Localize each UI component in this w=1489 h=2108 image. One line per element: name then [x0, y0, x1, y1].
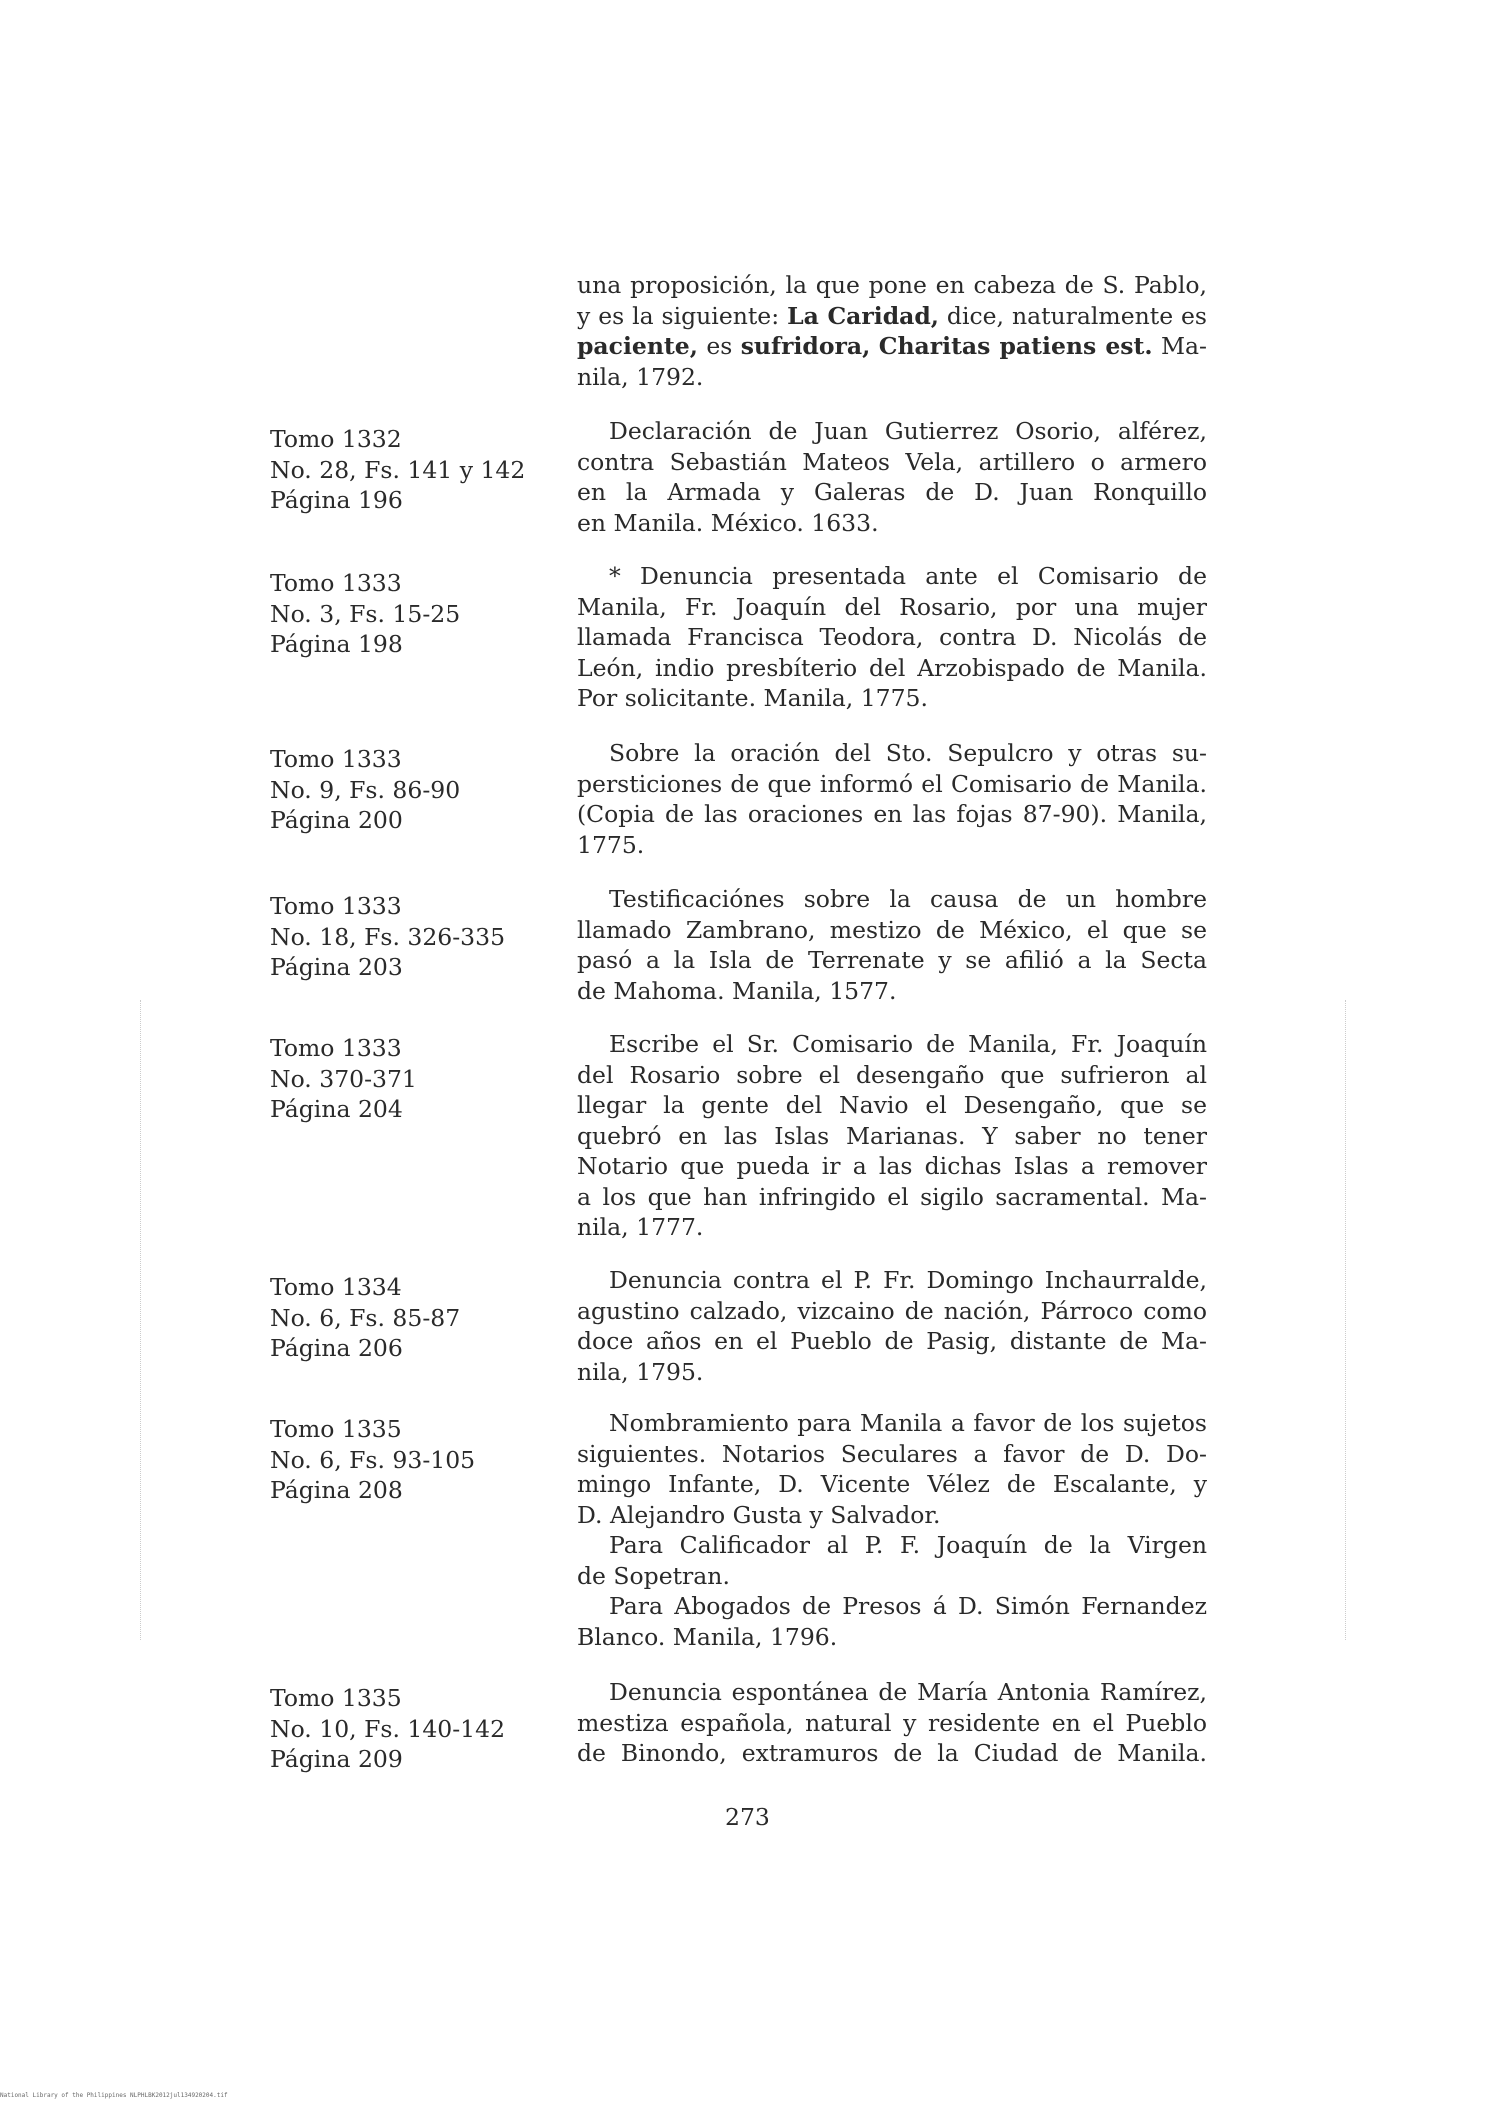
line: pasó a la Isla de Terrenate y se afilió a la Secta	[577, 946, 1207, 974]
line: Nombramiento para Manila a favor de los sujetos	[609, 1409, 1207, 1437]
ref-number: No. 3, Fs. 15-25	[270, 599, 461, 628]
ref-tomo: Tomo 1333	[270, 569, 402, 597]
reference-1	[270, 568, 550, 660]
line: a los que han infringido el sigilo sacramental. Ma-	[577, 1182, 1207, 1211]
ref-tomo: Tomo 1333	[270, 745, 402, 773]
bold-phrase: paciente,	[577, 332, 698, 360]
line: D. Alejandro Gusta y Salvador.	[577, 1500, 941, 1529]
paragraph-0	[577, 270, 1207, 392]
line: contra Sebastián Mateos Vela, artillero o armero	[577, 447, 1207, 476]
ref-number: No. 6, Fs. 85-87	[270, 1303, 461, 1332]
line: de Binondo, extramuros de la Ciudad de Manila.	[577, 1739, 1207, 1767]
ref-page: Página 203	[270, 953, 403, 981]
reference-6	[270, 1414, 550, 1506]
bold-phrase: La Caridad,	[787, 301, 939, 330]
line: del Rosario sobre el desengaño que sufrieron al	[577, 1060, 1207, 1089]
line: quebró en las Islas Marianas. Y saber no tener	[577, 1121, 1207, 1150]
bold-phrase: Charitas patiens est.	[878, 332, 1153, 360]
line: (Copia de las oraciones en las fojas 87-90). Manila,	[577, 800, 1207, 828]
ref-page: Página 208	[270, 1476, 403, 1504]
bold-phrase: sufridora,	[740, 332, 871, 360]
reference-4	[270, 1033, 550, 1125]
line: agustino calzado, vizcaino de nación, Párroco como	[577, 1296, 1207, 1325]
ref-tomo: Tomo 1335	[270, 1415, 402, 1443]
ref-tomo: Tomo 1332	[270, 425, 402, 453]
reference-0	[270, 424, 550, 516]
ref-page: Página 209	[270, 1745, 403, 1773]
ref-page: Página 196	[270, 486, 403, 514]
line: Testificaciónes sobre la causa de un hombre	[609, 885, 1207, 913]
line: una proposición, la que pone en cabeza de S. Pablo,	[577, 271, 1207, 299]
line: León, indio presbíterio del Arzobispado de Manila.	[577, 653, 1207, 682]
line-with-bold: y es la siguiente: La Caridad, dice, naturalmente es	[577, 301, 1207, 330]
paragraph-2	[577, 561, 1207, 714]
ref-number: No. 6, Fs. 93-105	[270, 1445, 476, 1474]
paragraph-8	[577, 1677, 1207, 1769]
ref-number: No. 370-371	[270, 1064, 417, 1093]
line: de Mahoma. Manila, 1577.	[577, 976, 897, 1005]
ref-tomo: Tomo 1333	[270, 892, 402, 920]
paragraph-5	[577, 1029, 1207, 1243]
scan-margin-dots	[1345, 1000, 1348, 1640]
line: llegar la gente del Navio el Desengaño, que se	[577, 1091, 1207, 1119]
line: Denuncia contra el P. Fr. Domingo Inchaurralde,	[609, 1266, 1207, 1294]
ref-number: No. 10, Fs. 140-142	[270, 1714, 506, 1743]
scan-footer: National Library of the Philippines NLPHLBK2012jul134920204.tif	[0, 2092, 228, 2099]
line: Blanco. Manila, 1796.	[577, 1622, 838, 1651]
line: doce años en el Pueblo de Pasig, distante de Ma-	[577, 1327, 1207, 1355]
line: mestiza española, natural y residente en el Pueblo	[577, 1708, 1207, 1737]
line: Para Calificador al P. F. Joaquín de la Virgen	[609, 1531, 1207, 1559]
line: persticiones de que informó el Comisario de Manila.	[577, 769, 1207, 798]
reference-2	[270, 744, 550, 836]
line: * Denuncia presentada ante el Comisario de	[609, 562, 1207, 590]
scan-margin-dots	[140, 1000, 143, 1640]
line-with-bold: paciente, es sufridora, Charitas patiens est. Ma-	[577, 332, 1207, 360]
ref-tomo: Tomo 1333	[270, 1034, 402, 1062]
line: en la Armada y Galeras de D. Juan Ronquillo	[577, 478, 1207, 506]
paragraph-6	[577, 1265, 1207, 1387]
paragraph-1	[577, 416, 1207, 538]
line: llamada Francisca Teodora, contra D. Nicolás de	[577, 623, 1207, 651]
reference-7	[270, 1683, 550, 1775]
line: 1775.	[577, 830, 645, 859]
line: de Sopetran.	[577, 1561, 730, 1590]
ref-tomo: Tomo 1335	[270, 1684, 402, 1712]
line: Denuncia espontánea de María Antonia Ramírez,	[609, 1678, 1207, 1706]
line: en Manila. México. 1633.	[577, 508, 879, 537]
line: Sobre la oración del Sto. Sepulcro y otras su-	[609, 739, 1207, 767]
ref-page: Página 206	[270, 1334, 403, 1362]
ref-page: Página 200	[270, 806, 403, 834]
reference-3	[270, 891, 550, 983]
ref-tomo: Tomo 1334	[270, 1273, 402, 1301]
ref-number: No. 18, Fs. 326-335	[270, 922, 506, 951]
page-number: 273	[725, 1803, 770, 1831]
line: mingo Infante, D. Vicente Vélez de Escalante, y	[577, 1470, 1207, 1498]
line: Notario que pueda ir a las dichas Islas a remover	[577, 1152, 1207, 1180]
paragraph-3	[577, 738, 1207, 860]
paragraph-4	[577, 884, 1207, 1006]
line: nila, 1777.	[577, 1213, 704, 1241]
line: Por solicitante. Manila, 1775.	[577, 684, 928, 712]
line: Manila, Fr. Joaquín del Rosario, por una mujer	[577, 592, 1207, 621]
paragraph-7	[577, 1408, 1207, 1652]
line: Escribe el Sr. Comisario de Manila, Fr. Joaquín	[609, 1030, 1207, 1058]
reference-5	[270, 1272, 550, 1364]
line: nila, 1795.	[577, 1357, 704, 1386]
ref-number: No. 9, Fs. 86-90	[270, 775, 461, 804]
line: siguientes. Notarios Seculares a favor de D. Do-	[577, 1439, 1207, 1468]
ref-number: No. 28, Fs. 141 y 142	[270, 455, 526, 484]
line: llamado Zambrano, mestizo de México, el que se	[577, 915, 1207, 944]
line: nila, 1792.	[577, 362, 704, 391]
line: Declaración de Juan Gutierrez Osorio, alférez,	[609, 417, 1207, 445]
ref-page: Página 198	[270, 630, 403, 658]
line: Para Abogados de Presos á D. Simón Fernandez	[609, 1592, 1207, 1620]
ref-page: Página 204	[270, 1095, 403, 1123]
